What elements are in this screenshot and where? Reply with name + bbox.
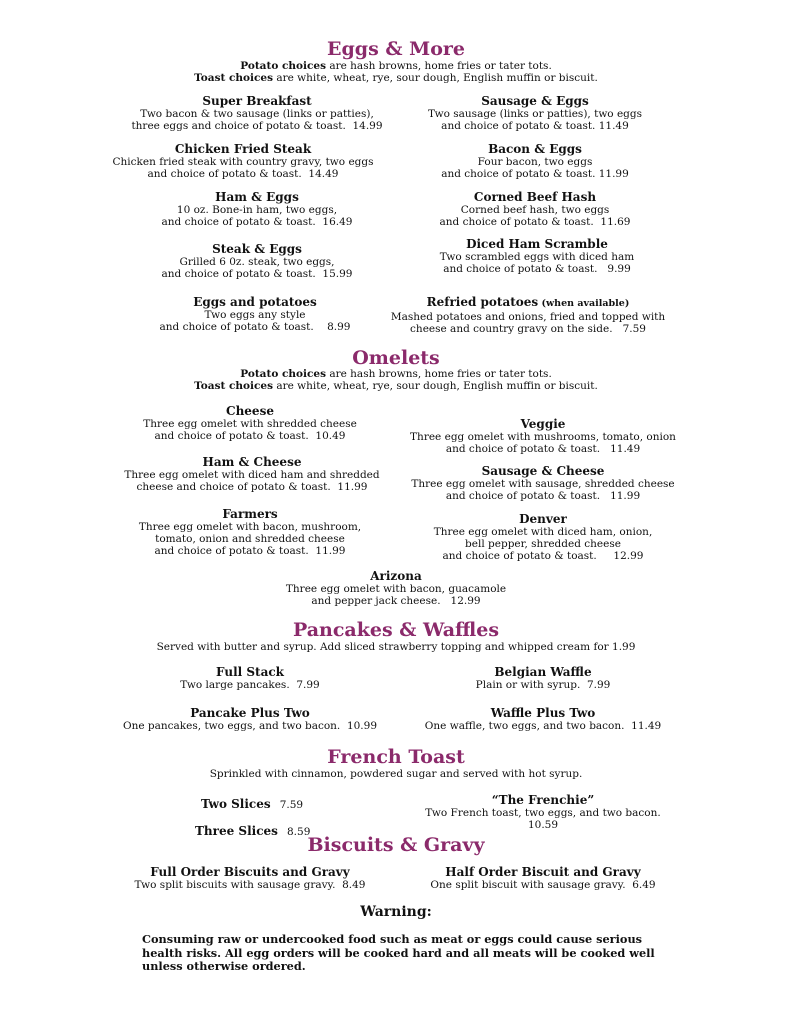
section-title-eggs: Eggs & More: [327, 38, 465, 60]
menu-item: [428, 94, 642, 132]
menu-item: [162, 242, 353, 280]
item-name: Corned Beef Hash: [473, 190, 597, 204]
item-desc: One split biscuit with sausage gravy. 6.49: [430, 879, 656, 891]
item-name: Three Slices: [195, 824, 278, 838]
item-name: Two Slices: [201, 797, 271, 811]
item-desc: One pancakes, two eggs, and two bacon. 10.99: [123, 720, 377, 732]
menu-item: [440, 237, 634, 275]
item-name: Pancake Plus Two: [190, 706, 310, 720]
item-desc: Three egg omelet with bacon, guacamole and pepper jack cheese. 12.99: [285, 583, 507, 607]
menu-item: [162, 190, 353, 228]
item-name: Full Stack: [216, 665, 284, 679]
warning-text: Consuming raw or undercooked food such as meat or eggs could cause serious health risks. All egg orders will be cooked hard and all meats will be cooked well unless otherwise ordered.: [142, 932, 655, 973]
menu-item: [425, 793, 660, 831]
item-desc: 10 oz. Bone-in ham, two eggs, and choice of potato & toast. 16.49: [161, 204, 353, 228]
menu-item: [201, 793, 303, 812]
item-name: Eggs and potatoes: [193, 295, 317, 309]
item-name: Chicken Fried Steak: [174, 142, 312, 156]
item-name: Cheese: [226, 404, 274, 418]
section-title-pancakes: Pancakes & Waffles: [292, 619, 500, 641]
item-name: Belgian Waffle: [494, 665, 592, 679]
item-desc: Three egg omelet with diced ham, onion, bell pepper, shredded cheese and choice of potato & toast. 12.99: [433, 526, 653, 562]
menu-item: [131, 94, 382, 132]
menu-item: [440, 190, 631, 228]
menu-item: [391, 295, 665, 335]
menu-item: [425, 706, 661, 732]
menu-item: [160, 295, 351, 333]
menu-item: [180, 665, 319, 691]
item-name: Sausage & Cheese: [481, 464, 605, 478]
item-name: Denver: [519, 512, 567, 526]
item-name: Super Breakfast: [202, 94, 312, 108]
menu-item: [286, 569, 506, 607]
section-title-omelets: Omelets: [352, 347, 440, 369]
item-name: Bacon & Eggs: [488, 142, 582, 156]
item-desc: Three egg omelet with diced ham and shredded cheese and choice of potato & toast. 11.99: [124, 469, 380, 493]
item-desc: Two scrambled eggs with diced ham and choice of potato & toast. 9.99: [439, 251, 635, 275]
item-desc: Two eggs any style and choice of potato & toast. 8.99: [159, 309, 351, 333]
menu-item: [434, 512, 653, 562]
item-name: Diced Ham Scramble: [466, 237, 608, 251]
omelets-toast-line: Toast choices are white, wheat, rye, sour dough, English muffin or biscuit.: [194, 380, 598, 392]
item-desc: Mashed potatoes and onions, fried and topped with cheese and country gravy on the side. 7.59: [390, 311, 666, 335]
item-name: Full Order Biscuits and Gravy: [150, 865, 350, 879]
warning-title: Warning:: [360, 904, 432, 920]
section-title-biscuits: Biscuits & Gravy: [307, 834, 485, 856]
menu-item: [476, 665, 611, 691]
item-desc: Chicken fried steak with country gravy, two eggs and choice of potato & toast. 14.49: [112, 156, 374, 180]
item-name: Ham & Eggs: [215, 190, 299, 204]
item-desc: Four bacon, two eggs and choice of potato & toast. 11.99: [441, 156, 629, 180]
section-title-french-toast: French Toast: [327, 746, 465, 768]
item-desc: Three egg omelet with bacon, mushroom, tomato, onion and shredded cheese and choice of potato & toast. 11.99: [138, 521, 362, 557]
item-name: Waffle Plus Two: [490, 706, 596, 720]
item-name: Sausage & Eggs: [481, 94, 589, 108]
eggs-toast-line: Toast choices are white, wheat, rye, sour dough, English muffin or biscuit.: [194, 72, 598, 84]
item-desc: Two split biscuits with sausage gravy. 8.49: [134, 879, 366, 891]
menu-item: [143, 404, 357, 442]
menu-item: [410, 417, 676, 455]
item-desc: Two large pancakes. 7.99: [180, 679, 320, 691]
menu-item: [123, 706, 377, 732]
menu-item: [124, 455, 379, 493]
pancakes-intro: Served with butter and syrup. Add sliced strawberry topping and whipped cream for 1.99: [156, 641, 636, 653]
item-desc: One waffle, two eggs, and two bacon. 11.49: [424, 720, 662, 732]
menu-item: [195, 820, 310, 839]
item-name: Refried potatoes (when available): [426, 295, 630, 309]
item-price: 8.59: [287, 826, 311, 838]
item-desc: Three egg omelet with mushrooms, tomato, onion and choice of potato & toast. 11.49: [410, 431, 676, 455]
menu-item: [411, 464, 674, 502]
item-desc: Grilled 6 0z. steak, two eggs, and choice of potato & toast. 15.99: [161, 256, 353, 280]
eggs-potato-line: Potato choices are hash browns, home fries or tater tots.: [240, 60, 552, 72]
item-desc: Three egg omelet with sausage, shredded cheese and choice of potato & toast. 11.99: [411, 478, 675, 502]
item-name: Arizona: [370, 569, 422, 583]
item-desc: Corned beef hash, two eggs and choice of potato & toast. 11.69: [439, 204, 631, 228]
item-desc: Plain or with syrup. 7.99: [475, 679, 611, 691]
french-intro: Sprinkled with cinnamon, powdered sugar and served with hot syrup.: [209, 768, 583, 780]
availability-note: (when available): [538, 298, 630, 309]
item-name: Farmers: [222, 507, 278, 521]
item-name: “The Frenchie”: [491, 793, 595, 807]
item-desc: Two sausage (links or patties), two eggs and choice of potato & toast. 11.49: [427, 108, 643, 132]
item-desc: Three egg omelet with shredded cheese and choice of potato & toast. 10.49: [143, 418, 357, 442]
item-name: Ham & Cheese: [202, 455, 302, 469]
menu-item: [441, 142, 629, 180]
item-name: Veggie: [520, 417, 566, 431]
menu-item: [135, 865, 366, 891]
item-desc: Two bacon & two sausage (links or patties), three eggs and choice of potato & toast. 14.99: [131, 108, 383, 132]
menu-item: [430, 865, 655, 891]
item-name: Steak & Eggs: [212, 242, 302, 256]
menu-item: [139, 507, 361, 557]
menu-item: [113, 142, 374, 180]
item-price: 7.59: [279, 799, 304, 811]
omelets-potato-line: Potato choices are hash browns, home fries or tater tots.: [240, 368, 552, 380]
item-name: Half Order Biscuit and Gravy: [445, 865, 641, 879]
item-desc: Two French toast, two eggs, and two bacon. 10.59: [425, 807, 661, 831]
